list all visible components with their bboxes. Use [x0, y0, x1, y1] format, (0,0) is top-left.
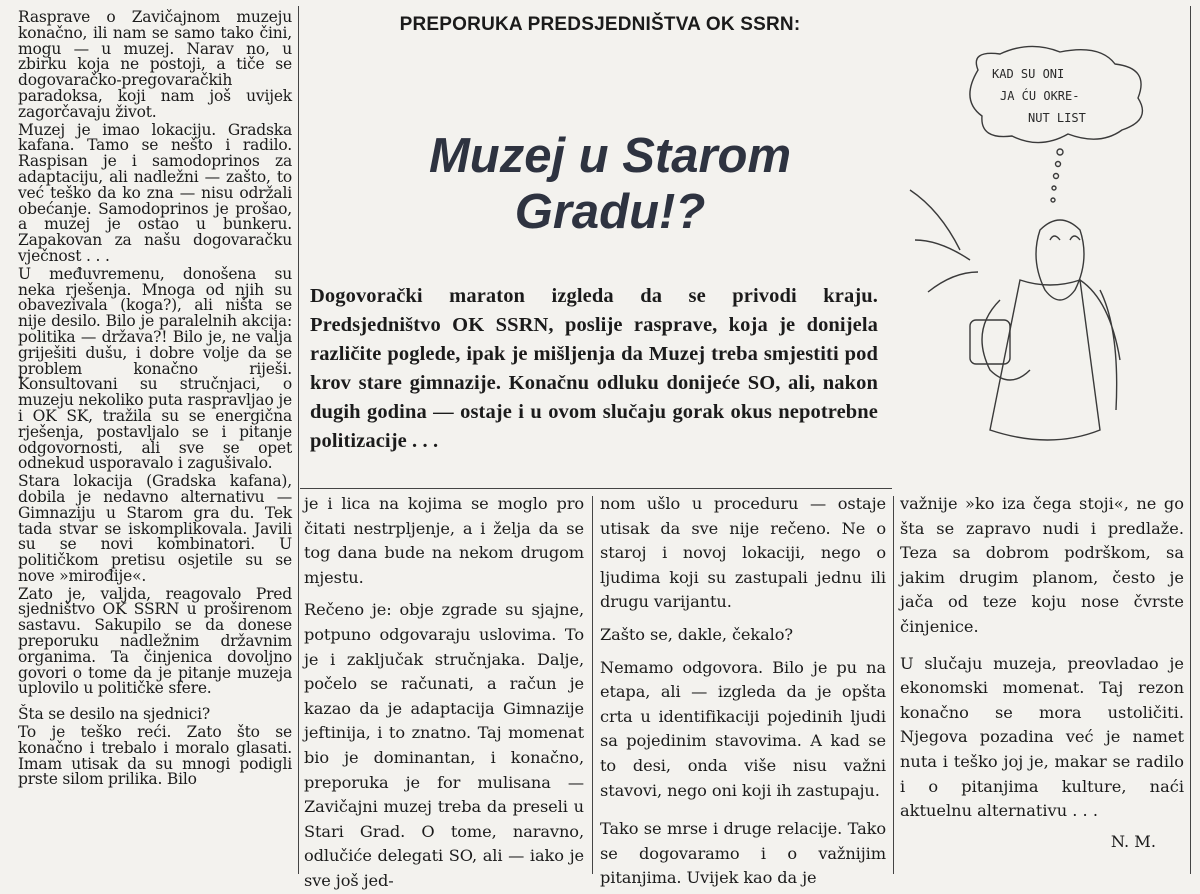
- paragraph: Zato je, valjda, reagovalo Pred sjedništvo OK SSRN u proširenom sastavu. Sakupilo se da donese preporuku nadležnim državnim organima. Ta činjenica dovoljno govori o tome da je pitanje muzeja uplovilo u političke sfere.: [18, 584, 292, 698]
- subheading-question: Zašto se, dakle, čekalo?: [600, 624, 793, 644]
- paragraph: U slučaju muzeja, preovladao je ekonomski momenat. Taj rezon konačno se mora ustoličiti. Njegova pozadina već je namet nuta i teško joj je, makar se radilo i o pitanjima kulture, naći aktuelnu alternativu . . .: [900, 653, 1184, 821]
- paragraph: U međuvremenu, donošena su neka rješenja. Mnoga od njih su obavezivala (koga?), ali ništa se nije desilo. Bilo je paralelnih akcija: politika — država?! Bilo je, ne valja griješiti dušu, i dobre volje da se problem konačno riješi. Konsultovani su stručnjaci, o muzeju nekoliko puta raspravljao je i OK SK, tražila su se energična rješenja, postavljalo se i pitanje odgovornosti, ali sve se opet odnekud usporavalo i zagušivalo.: [18, 264, 292, 473]
- paragraph: nom ušlo u proceduru — ostaje utisak da sve nije rečeno. Ne o staroj i novoj lokaciji, nego o ljudima koji su zastupali jednu ili drugu varijantu.: [600, 494, 886, 612]
- column-3: [600, 492, 886, 891]
- paragraph: Tako se mrse i druge relacije. Tako se dogovaramo i o važnijim pitanjima. Uvijek kao da je: [600, 819, 886, 888]
- paragraph: Rečeno je: obje zgrade su sjajne, potpuno odgovaraju uslovima. To je i zaključak stručnjaka. Dalje, počelo se računati, a račun je kazao da je adaptacija Gimnazije jeftinija, i to znatno. Taj momenat bio je dominantan, i konačno, preporuka je for mulisana — Zavičajni muzej treba da preseli u Stari Grad. O tome, naravno, odlučiće delegati SO, ali — iako je sve još jed-: [304, 600, 584, 890]
- speech-line-3: NUT LIST: [1028, 111, 1086, 125]
- column-rule-left: [298, 6, 299, 874]
- column-rule-3: [893, 496, 894, 874]
- signature: N. M.: [1110, 831, 1156, 851]
- subheading-question: Šta se desilo na sjednici?: [18, 705, 210, 724]
- left-column: [18, 10, 292, 788]
- lede-rule: [300, 488, 892, 489]
- paragraph: To je teško reći. Zato što se konačno i trebalo i moralo glasati. Imam utisak da su mnogi podigli prste silom prilika. Bilo: [18, 723, 292, 789]
- paragraph: Muzej je imao lokaciju. Gradska kafana. Tamo se nešto i radilo. Raspisan je i samodoprinos za adaptaciju, ali nadležni — zašto, to već teško da ko zna — nisu održali obećanje. Samodoprinos je prošao, a muzej je ostao u bunkeru. Zapakovan za našu dogovaračku vječnost . . .: [18, 120, 292, 265]
- paragraph: Nemamo odgovora. Bilo je pu na etapa, ali — izgleda da je opšta crta u identifikaciji pojedinih ljudi sa pojedinim stavovima. A kad se to desi, onda više nisu važni stavovi, nego oni koji ih zastupaju.: [600, 657, 886, 800]
- paragraph: je i lica na kojima se moglo pro čitati nestrpljenje, a i želja da se tog dana bude na nekom drugom mjestu.: [304, 494, 584, 587]
- paragraph: Rasprave o Zavičajnom muzeju konačno, ili nam se samo tako čini, mogu — u muzej. Narav no, u zbirku koja ne postoji, a tiče se dogovaračko-pregovaračkih paradoksa, koji nam još uvijek zagorčavaju život.: [18, 8, 292, 121]
- speech-line-2: JA ĆU OKRE-: [1000, 89, 1080, 103]
- speech-line-1: KAD SU ONI: [992, 67, 1065, 81]
- paragraph: Stara lokacija (Gradska kafana), dobila je nedavno alternativu — Gimnaziju u Starom gra du. Tek tada stvar se iskomplikovala. Javili su se novi kombinatori. U političkom pretisu osjetile su se nove »mirođije«.: [18, 472, 292, 585]
- column-rule-right: [1190, 6, 1191, 874]
- headline: Muzej u Starom Gradu!?: [428, 129, 792, 239]
- column-2: [304, 492, 584, 894]
- column-rule-2: [592, 496, 593, 874]
- lede: Dogovorački maraton izgleda da se privodi kraju. Predsjedništvo OK SSRN, poslije rasprave, koja je donijela različite poglede, ipak je mišljenja da Muzej treba smjestiti pod krov stare gimnazije. Konačnu odluku donijeće SO, ali, nakon dugih godina — ostaje i u ovom slučaju gorak okus nepotrebne politizacije . . .: [310, 285, 878, 452]
- cartoon-illustration: [900, 40, 1188, 480]
- paragraph: važnije »ko iza čega stoji«, ne go šta se zapravo nudi i predlaže. Teza sa dobrom podrškom, sa jakim drugim planom, često je jača od teze koju nose čvrste činjenice.: [900, 494, 1184, 636]
- column-4: [900, 492, 1184, 854]
- kicker: PREPORUKA PREDSJEDNIŠTVA OK SSRN:: [399, 14, 801, 35]
